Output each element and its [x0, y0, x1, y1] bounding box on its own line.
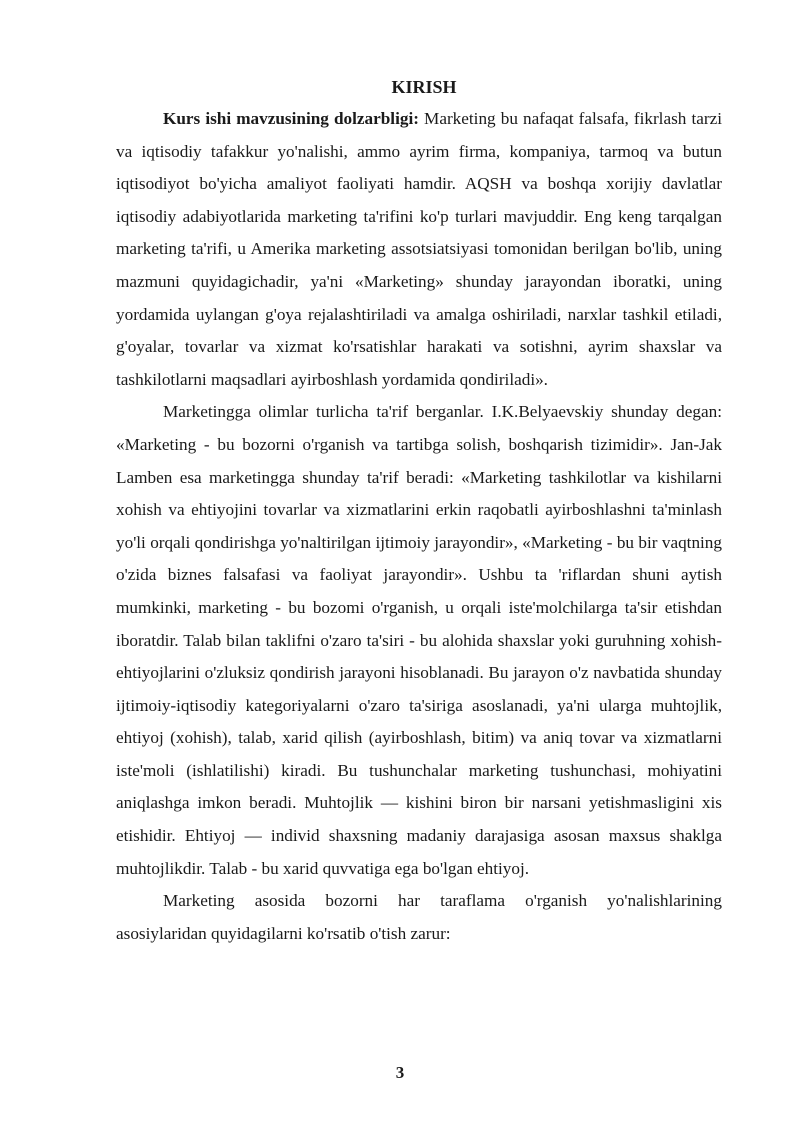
page-number: 3	[395, 1063, 405, 1082]
body-text	[116, 103, 722, 950]
paragraph-2: Marketingga olimlar turlicha ta'rif berganlar. I.K.Belyaevskiy shunday degan: «Marketing - bu bozorni o'rganish va tartibga solish, boshqarish tizimidir». Jan-Jak Lamben esa marketingga shunday ta'rif beradi: «Marketing tashkilotlar va kishilarni xohish va ehtiyojini tovarlar va xizmatlarini erkin raqobatli ayirboshlashni ta'minlash yo'li orqali qondirishga yo'naltirilgan ijtimoiy jarayondir», «Marketing - bu bir vaqtning o'zida biznes falsafasi va faoliyat jarayondir». Ushbu ta 'riflardan shuni aytish mumkinki, marketing - bu bozomi o'rganish, u orqali iste'molchilarga ta'sir etishdan iboratdir. Talab bilan taklifni o'zaro ta'siri - bu alohida shaxslar yoki guruhning xohish-ehtiyojlarini o'zluksiz qondirish jarayoni hisoblanadi. Bu jarayon o'z navbatida shunday ijtimoiy-iqtisodiy kategoriyalarni o'zaro ta'siriga asoslanadi, ya'ni ularga muhtojlik, ehtiyoj (xohish), talab, xarid qilish (ayirboshlash, bitim) va aniq tovar va xizmatlarni iste'moli (ishlatilishi) kiradi. Bu tushunchalar marketing tushunchasi, mohiyatini aniqlashga imkon beradi. Muhtojlik — kishini biron bir narsani yetishmasligini xis etishidir. Ehtiyoj — individ shaxsning madaniy darajasiga asosan maxsus shaklga muhtojlikdir. Talab - bu xarid quvvatiga ega bo'lgan ehtiyoj.	[116, 402, 722, 878]
paragraph-3: Marketing asosida bozorni har taraflama o'rganish yo'nalishlarining asosiylaridan quyidagilarni ko'rsatib o'tish zarur:	[116, 891, 722, 943]
paragraph-lead: Kurs ishi mavzusining dolzarbligi:	[163, 109, 419, 128]
section-heading: KIRISH	[391, 77, 457, 97]
paragraph-text: Marketing bu nafaqat falsafa, fikrlash tarzi va iqtisodiy tafakkur yo'nalishi, ammo ayrim firma, kompaniya, tarmoq va butun iqtisodiyot bo'yicha amaliyot faoliyati hamdir. AQSH va boshqa xorijiy davlatlar iqtisodiy adabiyotlarida marketing ta'rifini ko'p turlari mavjuddir. Eng keng tarqalgan marketing ta'rifi, u Amerika marketing assotsiatsiyasi tomonidan berilgan bo'lib, uning mazmuni quyidagichadir, ya'ni «Marketing» shunday jarayondan iboratki, uning yordamida uylangan g'oya rejalashtiriladi va amalga oshiriladi, narxlar tashkil etiladi, g'oyalar, tovarlar va xizmat ko'rsatishlar harakati va sotishni, ayrim shaxslar va tashkilotlarni maqsadlari ayirboshlash yordamida qondiriladi».	[116, 109, 722, 389]
paragraph-1	[116, 103, 722, 396]
